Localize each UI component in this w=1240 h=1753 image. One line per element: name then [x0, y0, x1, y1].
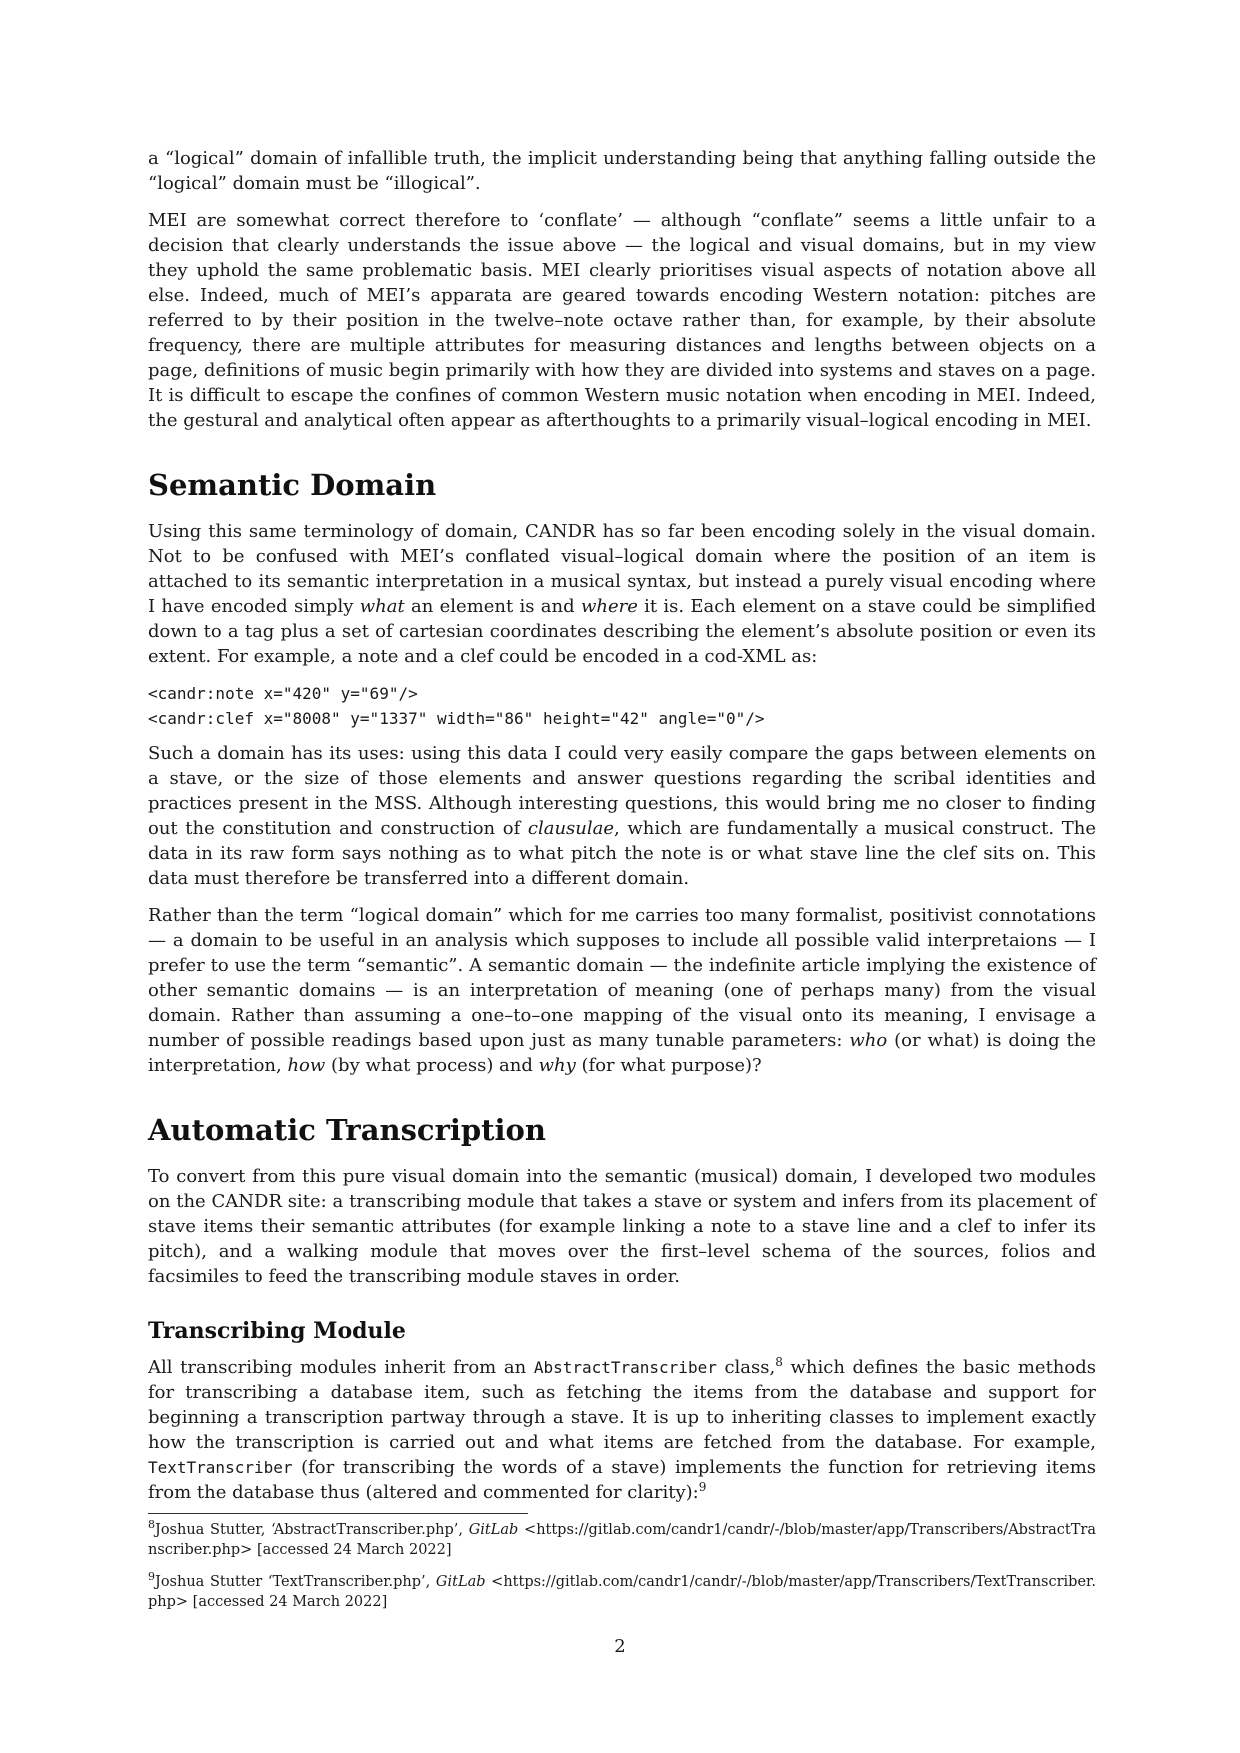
text: Joshua Stutter ‘TextTranscriber.php’,	[155, 1574, 436, 1590]
text: which defines the basic methods for transcribing a database item, such as fetching the items from the database and support for beginning a transcription partway through a stave. It is up to inheriting classes to implement exactly how the transcription is carried out and what items are fetched from the database. For example,	[148, 1357, 1097, 1453]
text: Using this same terminology of domain, CANDR has so far been encoding solely in the visual domain. Not to be confused with MEI’s conflated visual–logical domain where the position of an item is attached to its semantic interpretation in a musical syntax, but instead a purely visual encoding where I have encoded simply	[148, 521, 1096, 617]
emphasis: who	[849, 1030, 888, 1051]
text: All transcribing modules inherit from an	[148, 1357, 534, 1378]
heading-semantic-domain: Semantic Domain	[148, 468, 437, 502]
emphasis: GitLab	[468, 1522, 519, 1538]
code-line: <candr:clef x="8008" y="1337" width="86" height="42" angle="0"/>	[148, 709, 765, 728]
paragraph	[148, 1355, 1096, 1505]
text: class,	[716, 1357, 776, 1378]
footnote-ref-8[interactable]: 8	[775, 1355, 783, 1369]
code-block	[148, 681, 1096, 731]
footnote-divider	[148, 1513, 528, 1514]
inline-code: TextTranscriber	[148, 1458, 293, 1477]
footnote-number: 9	[148, 1570, 155, 1584]
paragraph: a “logical” domain of infallible truth, the implicit understanding being that anything falling outside the “logical” domain must be “illogical”.	[148, 148, 1096, 194]
text: (by what process) and	[325, 1055, 539, 1076]
text: (for transcribing the words of a stave) implements the function for retrieving items from the database thus (altered and commented for clarity):	[148, 1457, 1096, 1503]
text: Rather than the term “logical domain” which for me carries too many formalist, positivist connotations — a domain to be useful in an analysis which supposes to include all possible valid interpretaions — I prefer to use the term “semantic”. A semantic domain — the indefinite article implying the existence of other semantic domains — is an interpretation of meaning (one of perhaps many) from the visual domain. Rather than assuming a one–to–one mapping of the visual onto its meaning, I envisage a number of possible readings based upon just as many tunable parameters:	[148, 905, 1096, 1051]
emphasis: how	[287, 1055, 326, 1076]
text: , which are fundamentally a musical construct. The data in its raw form says nothing as to what pitch the note is or what stave line the clef sits on. This data must therefore be transferred into a different domain.	[148, 818, 1097, 889]
emphasis: where	[580, 596, 638, 617]
emphasis: why	[538, 1055, 576, 1076]
footnote-number: 8	[148, 1518, 155, 1532]
paragraph: MEI are somewhat correct therefore to ‘conflate’ — although “conflate” seems a little unfair to a decision that clearly understands the issue above — the logical and visual domains, but in my view they uphold the same problematic basis. MEI clearly prioritises visual aspects of notation above all else. Indeed, much of MEI’s apparata are geared towards encoding Western notation: pitches are referred to by their position in the twelve–note octave rather than, for example, by their absolute frequency, there are multiple attributes for measuring distances and lengths between objects on a page, definitions of music begin primarily with how they are divided into systems and staves on a page. It is difficult to escape the confines of common Western music notation when encoding in MEI. Indeed, the gestural and analytical often appear as afterthoughts to a primarily visual–logical encoding in MEI.	[148, 210, 1096, 431]
paragraph	[148, 903, 1096, 1078]
text: it is. Each element on a stave could be simplified down to a tag plus a set of cartesian coordinates describing the element’s absolute position or even its extent. For example, a note and a clef could be encoded in a cod-XML as:	[148, 596, 1096, 667]
footnote-ref-9[interactable]: 9	[698, 1480, 707, 1494]
text: Such a domain has its uses: using this data I could very easily compare the gaps between elements on a stave, or the size of those elements and answer questions regarding the scribal identities and practices present in the MSS. Although interesting questions, this would bring me no closer to finding out the constitution and construction of	[148, 743, 1096, 839]
text: an element is and	[404, 596, 581, 617]
text: (for what purpose)?	[575, 1055, 762, 1076]
footnote-9	[148, 1572, 1096, 1612]
heading-automatic-transcription: Automatic Transcription	[148, 1113, 546, 1147]
inline-code: AbstractTranscriber	[533, 1358, 717, 1377]
code-line: <candr:note x="420" y="69"/>	[148, 684, 418, 703]
footnote-8	[148, 1520, 1096, 1560]
footnote-link[interactable]: <https://gitlab.com/candr1/candr/-/blob/master/app/Transcribers/AbstractTranscriber.php> [accessed 24 March 2022]	[148, 1522, 1096, 1558]
paragraph: To convert from this pure visual domain into the semantic (musical) domain, I developed two modules on the CANDR site: a transcribing module that takes a stave or system and infers from its placement of stave items their semantic attributes (for example linking a note to a stave line and a clef to infer its pitch), and a walking module that moves over the first–level schema of the sources, folios and facsimiles to feed the transcribing module staves in order.	[148, 1166, 1096, 1287]
page-number: 2	[614, 1636, 626, 1657]
text: Joshua Stutter, ‘AbstractTranscriber.php’,	[155, 1522, 469, 1538]
heading-transcribing-module: Transcribing Module	[148, 1318, 406, 1344]
footnote-link[interactable]: <https://gitlab.com/candr1/candr/-/blob/master/app/Transcribers/TextTranscriber.php> [accessed 24 March 2022]	[148, 1574, 1096, 1610]
emphasis: clausulae	[527, 818, 615, 839]
text: (or what) is doing the interpretation,	[148, 1030, 1096, 1076]
emphasis: GitLab	[435, 1574, 486, 1590]
page-body	[148, 146, 1096, 1624]
emphasis: what	[359, 596, 405, 617]
paragraph	[148, 741, 1096, 891]
paragraph	[148, 519, 1096, 669]
